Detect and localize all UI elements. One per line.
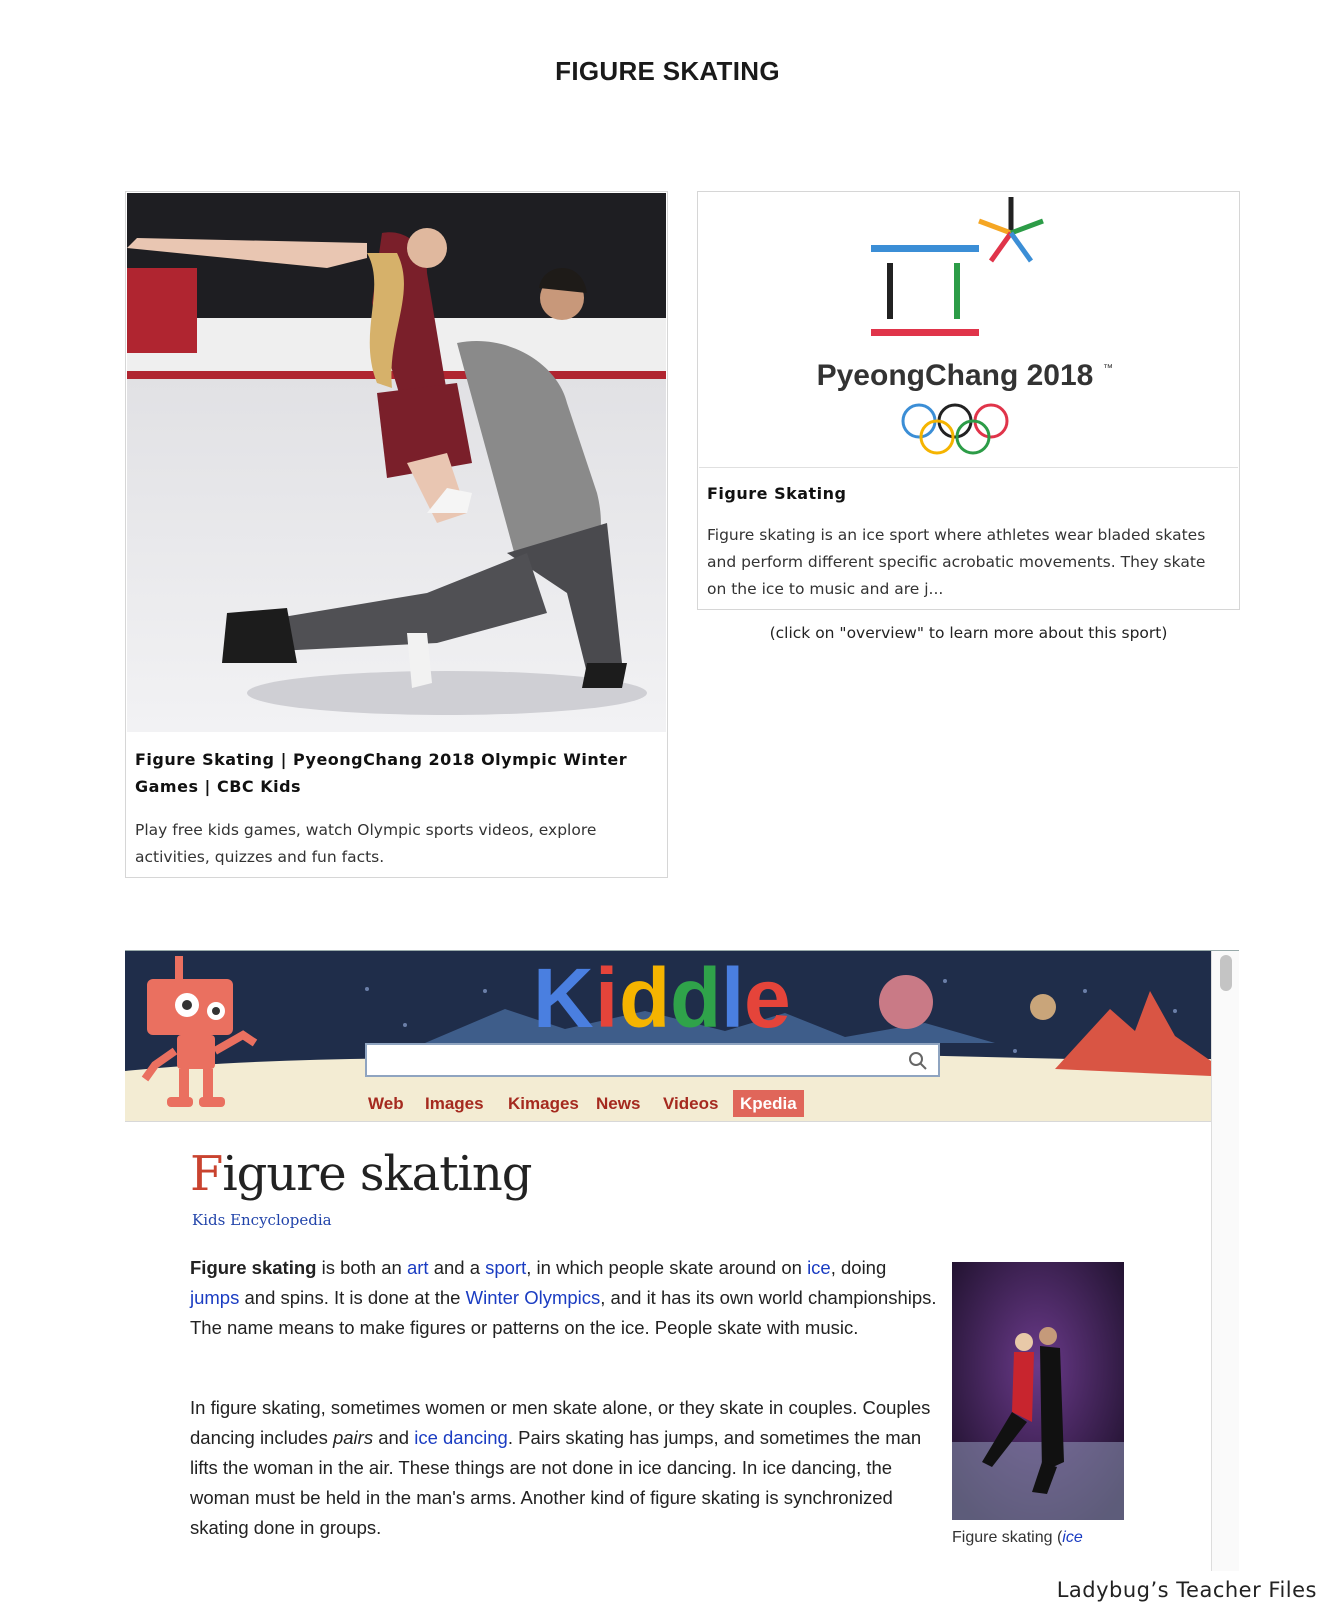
bold-term: Figure skating [190,1257,317,1278]
thumbnail-caption [952,1529,1083,1547]
kiddle-logo-letter: d [670,951,722,1041]
article-paragraph [190,1253,940,1343]
nav-kimages[interactable]: Kimages [508,1094,579,1113]
kiddle-window [125,950,1239,1571]
nav-web[interactable]: Web [368,1094,404,1113]
card-title[interactable]: Figure Skating | PyeongChang 2018 Olympic Winter Games | CBC Kids [135,750,628,796]
logo-tm: ™ [1103,363,1113,374]
overview-note: (click on "overview" to learn more about this sport) [769,624,1168,642]
watermark: Ladybug’s Teacher Files [1056,1578,1317,1602]
pyeongchang-card[interactable] [697,191,1240,610]
link-winter-olympics[interactable]: Winter Olympics [465,1287,601,1308]
text: and [373,1427,415,1448]
italic-term: pairs [332,1427,374,1448]
kiddle-logo-letter: K [533,951,594,1041]
text: . Pairs skating has jumps, and sometimes the man lifts the woman in the air. These things are not done in ice dancing. In ice dancing, the woman must be held in the man's arms. Another kind of figure skating is synchronized skating done in groups. [190,1427,922,1538]
link-ice-dancing[interactable]: ice dancing [414,1427,508,1448]
link-sport[interactable]: sport [485,1257,527,1278]
card-title[interactable]: Figure Skating [707,484,847,503]
kiddle-logo [125,951,1211,1041]
page-title: FIGURE SKATING [555,56,780,86]
cbc-kids-card[interactable] [125,191,668,878]
card-description: Figure skating is an ice sport where athletes wear bladed skates and perform different specific acrobatic movements. They skate on the ice to music and are j... [707,526,1206,598]
figure-skating-thumbnail[interactable] [952,1262,1124,1520]
article-title [190,1146,532,1202]
kiddle-header [125,951,1211,1121]
nav-kpedia[interactable]: Kpedia [733,1090,804,1117]
scrollbar-thumb[interactable] [1220,955,1232,991]
text: , and it has its own world championships. The name means to make figures or patterns on the ice. People skate with music. [190,1287,937,1338]
article-paragraph [190,1393,940,1543]
kiddle-logo-letter: d [619,951,671,1041]
article-content [125,1121,1211,1571]
ice-dancing-photo [127,193,666,732]
text: and spins. It is done at the [239,1287,466,1308]
title-rest: igure skating [222,1146,532,1202]
link-art[interactable]: art [406,1257,429,1278]
link-jumps[interactable]: jumps [190,1287,240,1308]
link-ice[interactable]: ice [807,1257,831,1278]
caption-link[interactable]: ice [1062,1529,1083,1546]
scrollbar[interactable] [1211,951,1239,1571]
text: and a [428,1257,486,1278]
article-subtitle: Kids Encyclopedia [192,1211,332,1229]
card-description: Play free kids games, watch Olympic sports videos, explore activities, quizzes and fun facts. [135,821,597,866]
text: , doing [830,1257,887,1278]
logo-text: PyeongChang 2018 [816,359,1094,392]
search-input[interactable] [365,1043,940,1077]
caption-text: Figure skating ( [952,1529,1063,1546]
kiddle-logo-letter: i [595,951,619,1041]
kiddle-nav [125,1090,1211,1118]
pyeongchang-logo [699,193,1238,468]
nav-news[interactable]: News [596,1094,641,1113]
search-icon[interactable] [908,1051,928,1071]
kiddle-logo-letter: l [721,951,745,1041]
title-initial: F [190,1146,223,1202]
nav-images[interactable]: Images [425,1094,484,1113]
text: is both an [316,1257,407,1278]
text: In figure skating, sometimes women or men skate alone, or they skate in couples. Couples dancing includes [190,1397,931,1448]
nav-videos[interactable]: Videos [663,1094,719,1113]
kiddle-logo-letter: e [744,951,791,1041]
text: , in which people skate around on [526,1257,808,1278]
